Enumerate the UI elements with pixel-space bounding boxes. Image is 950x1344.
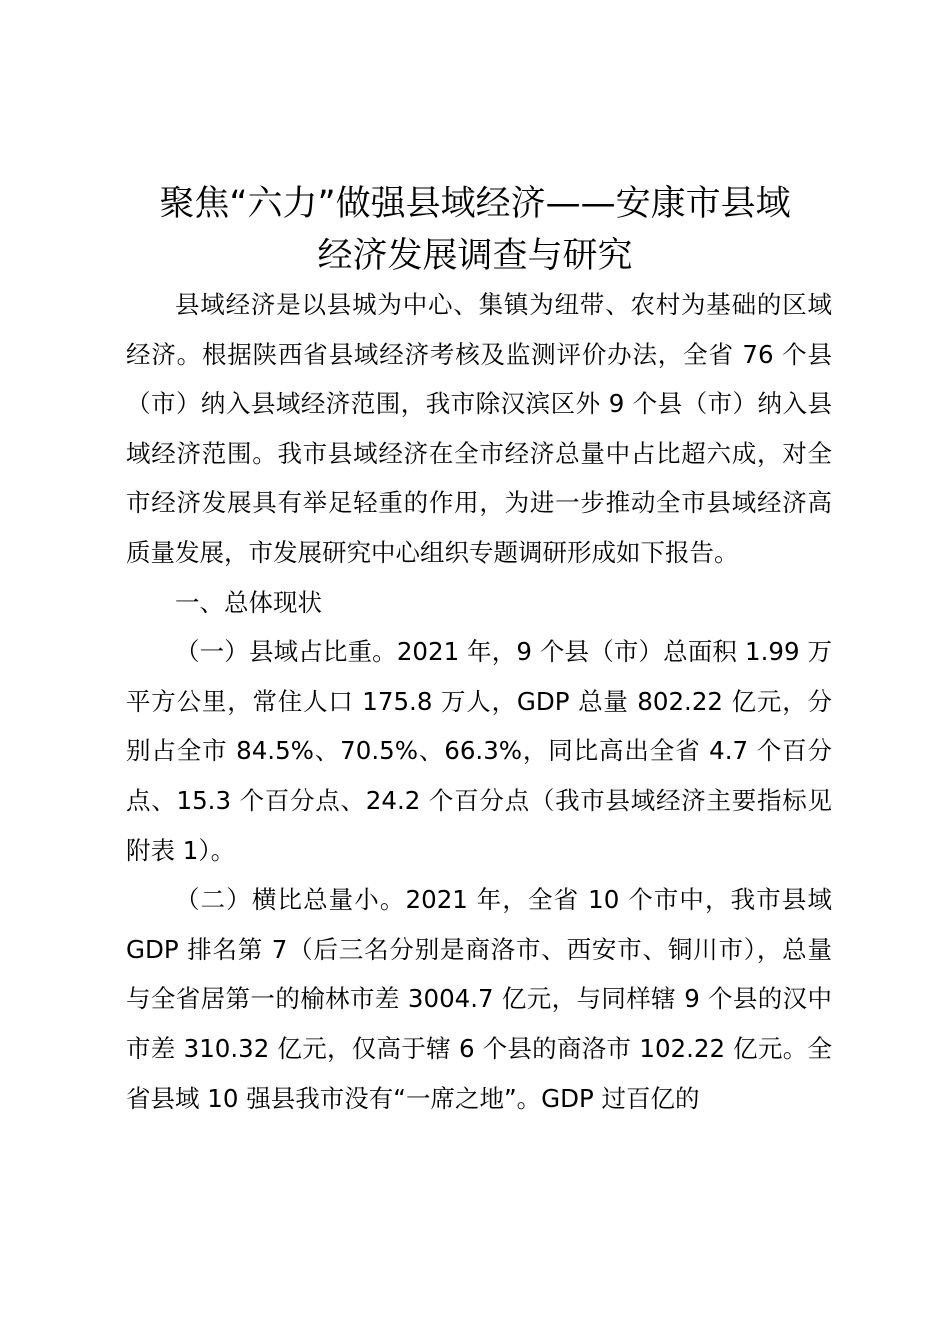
paragraph-county-share: （一）县域占比重。2021 年，9 个县（市）总面积 1.99 万平方公里，常住人口 175.8 万人，GDP 总量 802.22 亿元，分别占全市 84.5%、70.5%、66.3%，同比高出全省 4.7 个百分点、15.3 个百分点、24.2 个百分点（我市县域经济主要指标见附表 1）。 (126, 637, 832, 865)
document-title (120, 178, 830, 282)
paragraph-intro: 县域经济是以县城为中心、集镇为纽带、农村为基础的区域经济。根据陕西省县域经济考核及监测评价办法，全省 76 个县（市）纳入县域经济范围，我市除汉滨区外 9 个县（市）纳入县域经济范围。我市县域经济在全市经济总量中占比超六成，对全市经济发展具有举足轻重的作用，为进一步推动全市县域经济高质量发展，市发展研究中心组织专题调研形成如下报告。 (126, 290, 832, 567)
document-body (126, 280, 832, 1123)
section-heading-overview: 一、总体现状 (175, 587, 322, 617)
title-line-1: 聚焦“六力”做强县域经济——安康市县域 (159, 184, 791, 224)
title-line-2: 经济发展调查与研究 (317, 236, 633, 276)
paragraph-total-comparison: （二）横比总量小。2021 年，全省 10 个市中，我市县域 GDP 排名第 7（后三名分别是商洛市、西安市、铜川市），总量与全省居第一的榆林市差 3004.7 亿元，与同样辖 9 个县的汉中市差 310.32 亿元，仅高于辖 6 个县的商洛市 102.22 亿元。全省县域 10 强县我市没有“一席之地”。GDP 过百亿的 (126, 885, 832, 1113)
